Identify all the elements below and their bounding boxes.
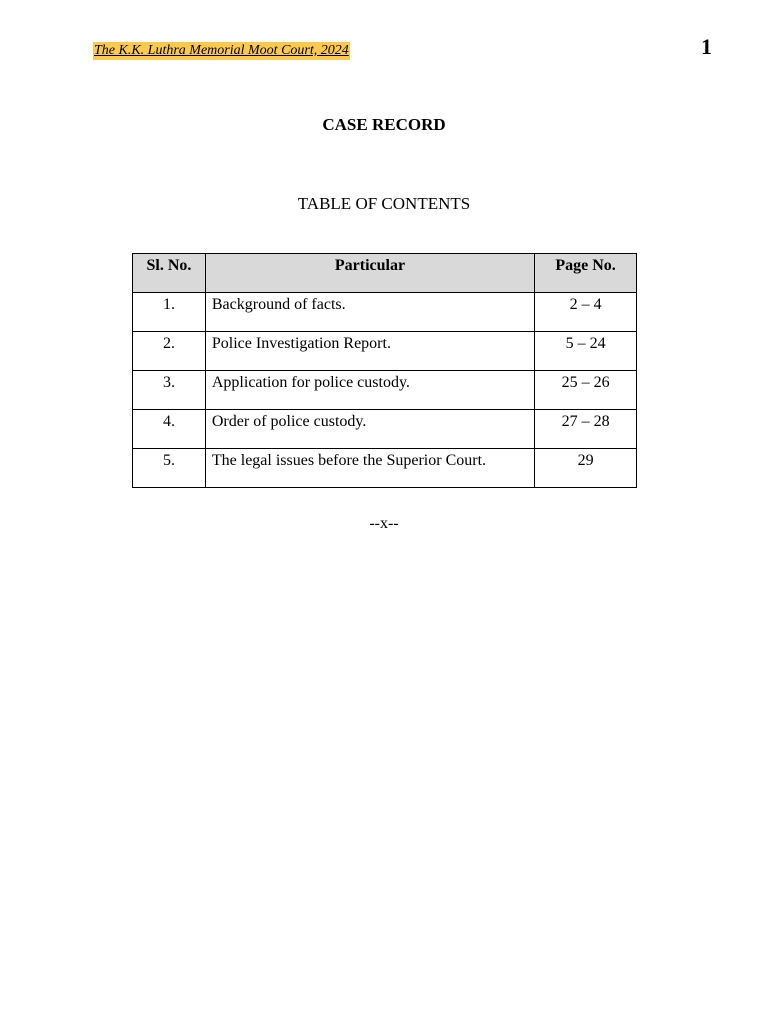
table-of-contents-heading: TABLE OF CONTENTS	[297, 194, 471, 213]
row-sl-no: 5.	[133, 449, 206, 488]
row-particular: Order of police custody.	[205, 410, 534, 449]
row-particular: Police Investigation Report.	[205, 332, 534, 371]
row-page-range: 25 – 26	[535, 371, 637, 410]
table-row	[133, 293, 637, 332]
row-particular: Application for police custody.	[205, 371, 534, 410]
row-particular: The legal issues before the Superior Court.	[205, 449, 534, 488]
page-number: 1	[701, 34, 712, 59]
row-sl-no: 3.	[133, 371, 206, 410]
table-row	[133, 449, 637, 488]
table-header-row	[133, 254, 637, 293]
row-page-range: 2 – 4	[535, 293, 637, 332]
column-header-sl-no: Sl. No.	[133, 254, 206, 293]
column-header-page-no: Page No.	[535, 254, 637, 293]
row-sl-no: 4.	[133, 410, 206, 449]
header-title: The K.K. Luthra Memorial Moot Court, 2024	[94, 43, 349, 58]
row-page-range: 5 – 24	[535, 332, 637, 371]
row-page-range: 29	[535, 449, 637, 488]
table-row	[133, 371, 637, 410]
contents-table	[132, 253, 637, 488]
row-sl-no: 1.	[133, 293, 206, 332]
end-mark: --x--	[369, 515, 399, 532]
column-header-particular: Particular	[205, 254, 534, 293]
case-record-heading: CASE RECORD	[322, 115, 446, 134]
row-sl-no: 2.	[133, 332, 206, 371]
row-particular: Background of facts.	[205, 293, 534, 332]
table-row	[133, 332, 637, 371]
table-row	[133, 410, 637, 449]
row-page-range: 27 – 28	[535, 410, 637, 449]
